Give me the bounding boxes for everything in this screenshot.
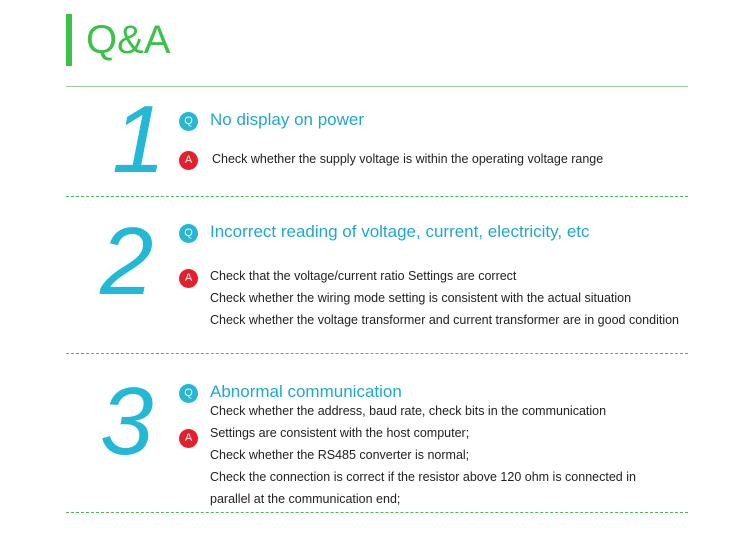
header-accent-bar — [66, 14, 72, 66]
question-text: No display on power — [210, 110, 365, 129]
answer-line: Check whether the address, baud rate, check bits in the communication — [210, 404, 607, 418]
answer-line: Check whether the voltage transformer and current transformer are in good condition — [210, 313, 679, 327]
item-number: 1 — [112, 86, 166, 193]
answer-block — [210, 400, 636, 510]
page-title: Q&A — [86, 18, 171, 62]
answer-block — [212, 148, 603, 170]
answer-line: Settings are consistent with the host computer; — [210, 426, 470, 440]
question-badge: Q — [179, 384, 198, 403]
answer-badge: A — [179, 151, 198, 170]
answer-block — [210, 265, 679, 331]
answer-badge: A — [179, 269, 198, 288]
answer-line: parallel at the communication end; — [210, 492, 401, 506]
answer-line: Check whether the RS485 converter is normal; — [210, 448, 470, 462]
answer-badge: A — [179, 429, 198, 448]
answer-line: Check whether the supply voltage is within the operating voltage range — [212, 152, 604, 166]
answer-line: Check the connection is correct if the resistor above 120 ohm is connected in — [210, 470, 636, 484]
section-divider — [66, 196, 688, 197]
answer-line: Check whether the wiring mode setting is consistent with the actual situation — [210, 291, 632, 305]
section-divider — [66, 353, 688, 354]
question-text: Abnormal communication — [210, 382, 402, 401]
question-badge: Q — [179, 224, 198, 243]
item-number: 3 — [100, 368, 154, 475]
question-badge: Q — [179, 112, 198, 131]
question-text: Incorrect reading of voltage, current, electricity, etc — [210, 222, 590, 241]
answer-line: Check that the voltage/current ratio Settings are correct — [210, 269, 517, 283]
item-number: 2 — [100, 208, 154, 315]
section-divider — [66, 512, 688, 513]
